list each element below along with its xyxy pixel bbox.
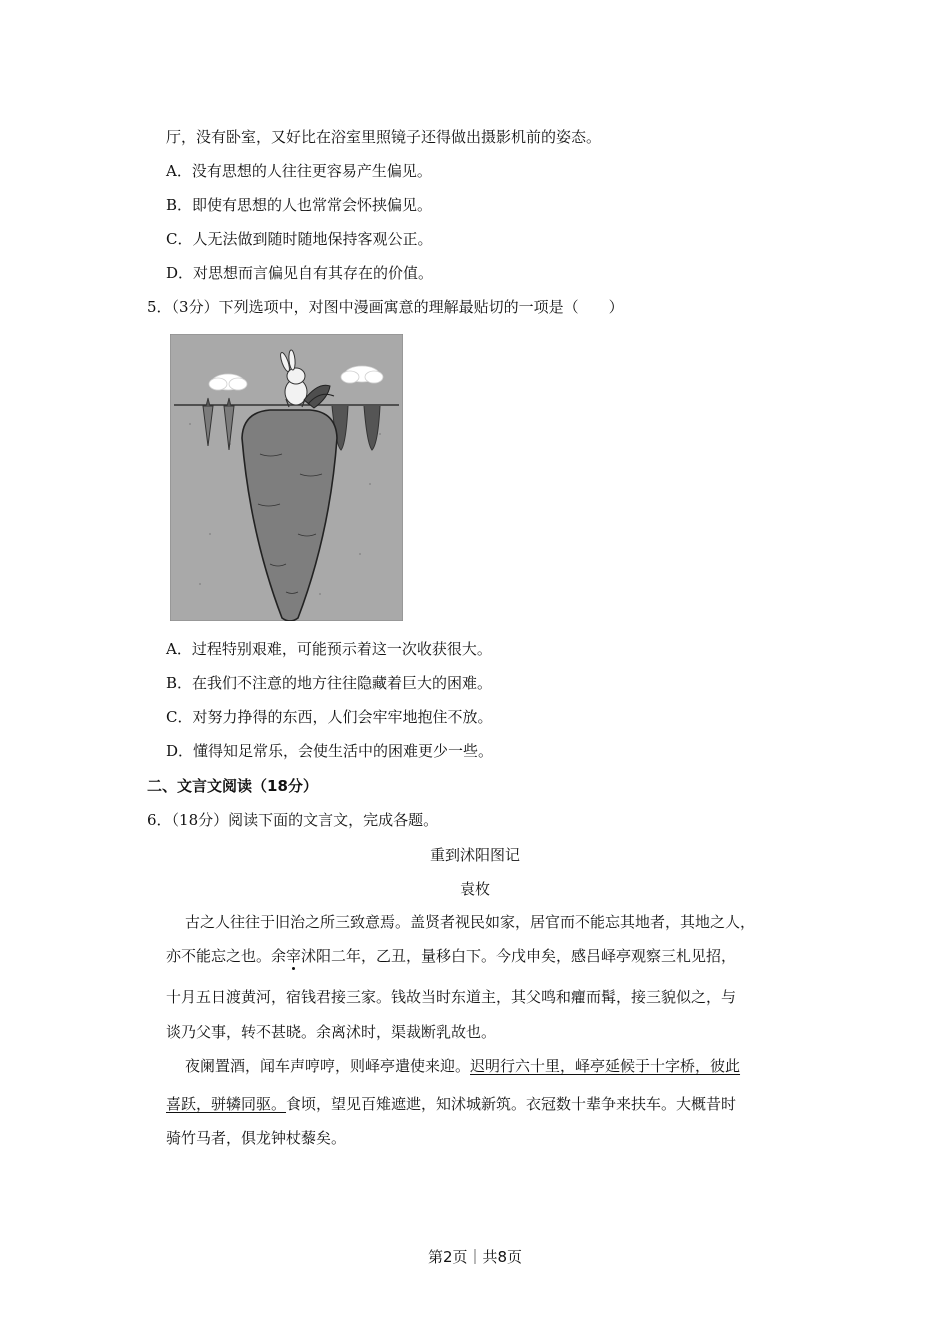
option-a: A．过程特别艰难，可能预示着这一次收获很大。 xyxy=(166,640,492,658)
passage-line: 古之人往往于旧治之所三致意焉。盖贤者视民如家，居官而不能忘其地者，其地之人， xyxy=(185,913,756,931)
underlined-text: 迟明行六十里，峄亭延候于十字桥，彼此 xyxy=(470,1057,741,1075)
passage-line: 骑竹马者，俱龙钟杖藜矣。 xyxy=(166,1129,347,1147)
passage-line xyxy=(166,945,736,967)
dotted-char: 宰 xyxy=(286,947,302,965)
passage-line: 十月五日渡黄河，宿钱君接三家。钱故当时东道主，其父鸣和癯而髯，接三貌似之，与 xyxy=(166,988,737,1006)
passage-title: 重到沭阳图记 xyxy=(429,846,520,864)
cartoon-image xyxy=(170,334,403,621)
page-footer: 第2页｜共8页 xyxy=(427,1248,523,1266)
question-6: 6．（18分）阅读下面的文言文，完成各题。 xyxy=(147,811,439,829)
text-span: 亦不能忘之也。余 xyxy=(166,947,287,965)
option-b: B．在我们不注意的地方往往隐藏着巨大的困难。 xyxy=(166,674,493,692)
passage-line xyxy=(185,1055,740,1077)
passage-author: 袁枚 xyxy=(459,880,490,898)
passage-line xyxy=(166,1093,736,1115)
text-line: 厅，没有卧室，又好比在浴室里照镜子还得做出摄影机前的姿态。 xyxy=(166,128,602,146)
text-span: 沭阳二年，乙丑，量移白下。今戊申矣，感吕峄亭观察三札见招， xyxy=(301,947,737,965)
option-c: C．人无法做到随时随地保持客观公正。 xyxy=(166,230,433,248)
option-d: D．对思想而言偏见自有其存在的价值。 xyxy=(166,264,434,282)
underlined-text: 喜跃，骈辚同驱。 xyxy=(166,1095,287,1113)
passage-line: 谈乃父事，转不甚晓。余离沭时，渠裁断乳故也。 xyxy=(166,1023,497,1041)
option-b: B．即使有思想的人也常常会怀挟偏见。 xyxy=(166,196,433,214)
text-span: 夜阑置酒，闻车声哼哼，则峄亭遣使来迎。 xyxy=(185,1057,471,1075)
option-d: D．懂得知足常乐，会使生活中的困难更少一些。 xyxy=(166,742,494,760)
section-heading: 二、文言文阅读（18分） xyxy=(147,777,318,795)
question-5: 5．（3分）下列选项中，对图中漫画寓意的理解最贴切的一项是（ ） xyxy=(147,298,624,316)
text-span: 食顷，望见百雉遮迣，知沭城新筑。衣冠数十辈争来扶车。大概昔时 xyxy=(286,1095,737,1113)
option-c: C．对努力挣得的东西，人们会牢牢地抱住不放。 xyxy=(166,708,493,726)
option-a: A．没有思想的人往往更容易产生偏见。 xyxy=(166,162,432,180)
